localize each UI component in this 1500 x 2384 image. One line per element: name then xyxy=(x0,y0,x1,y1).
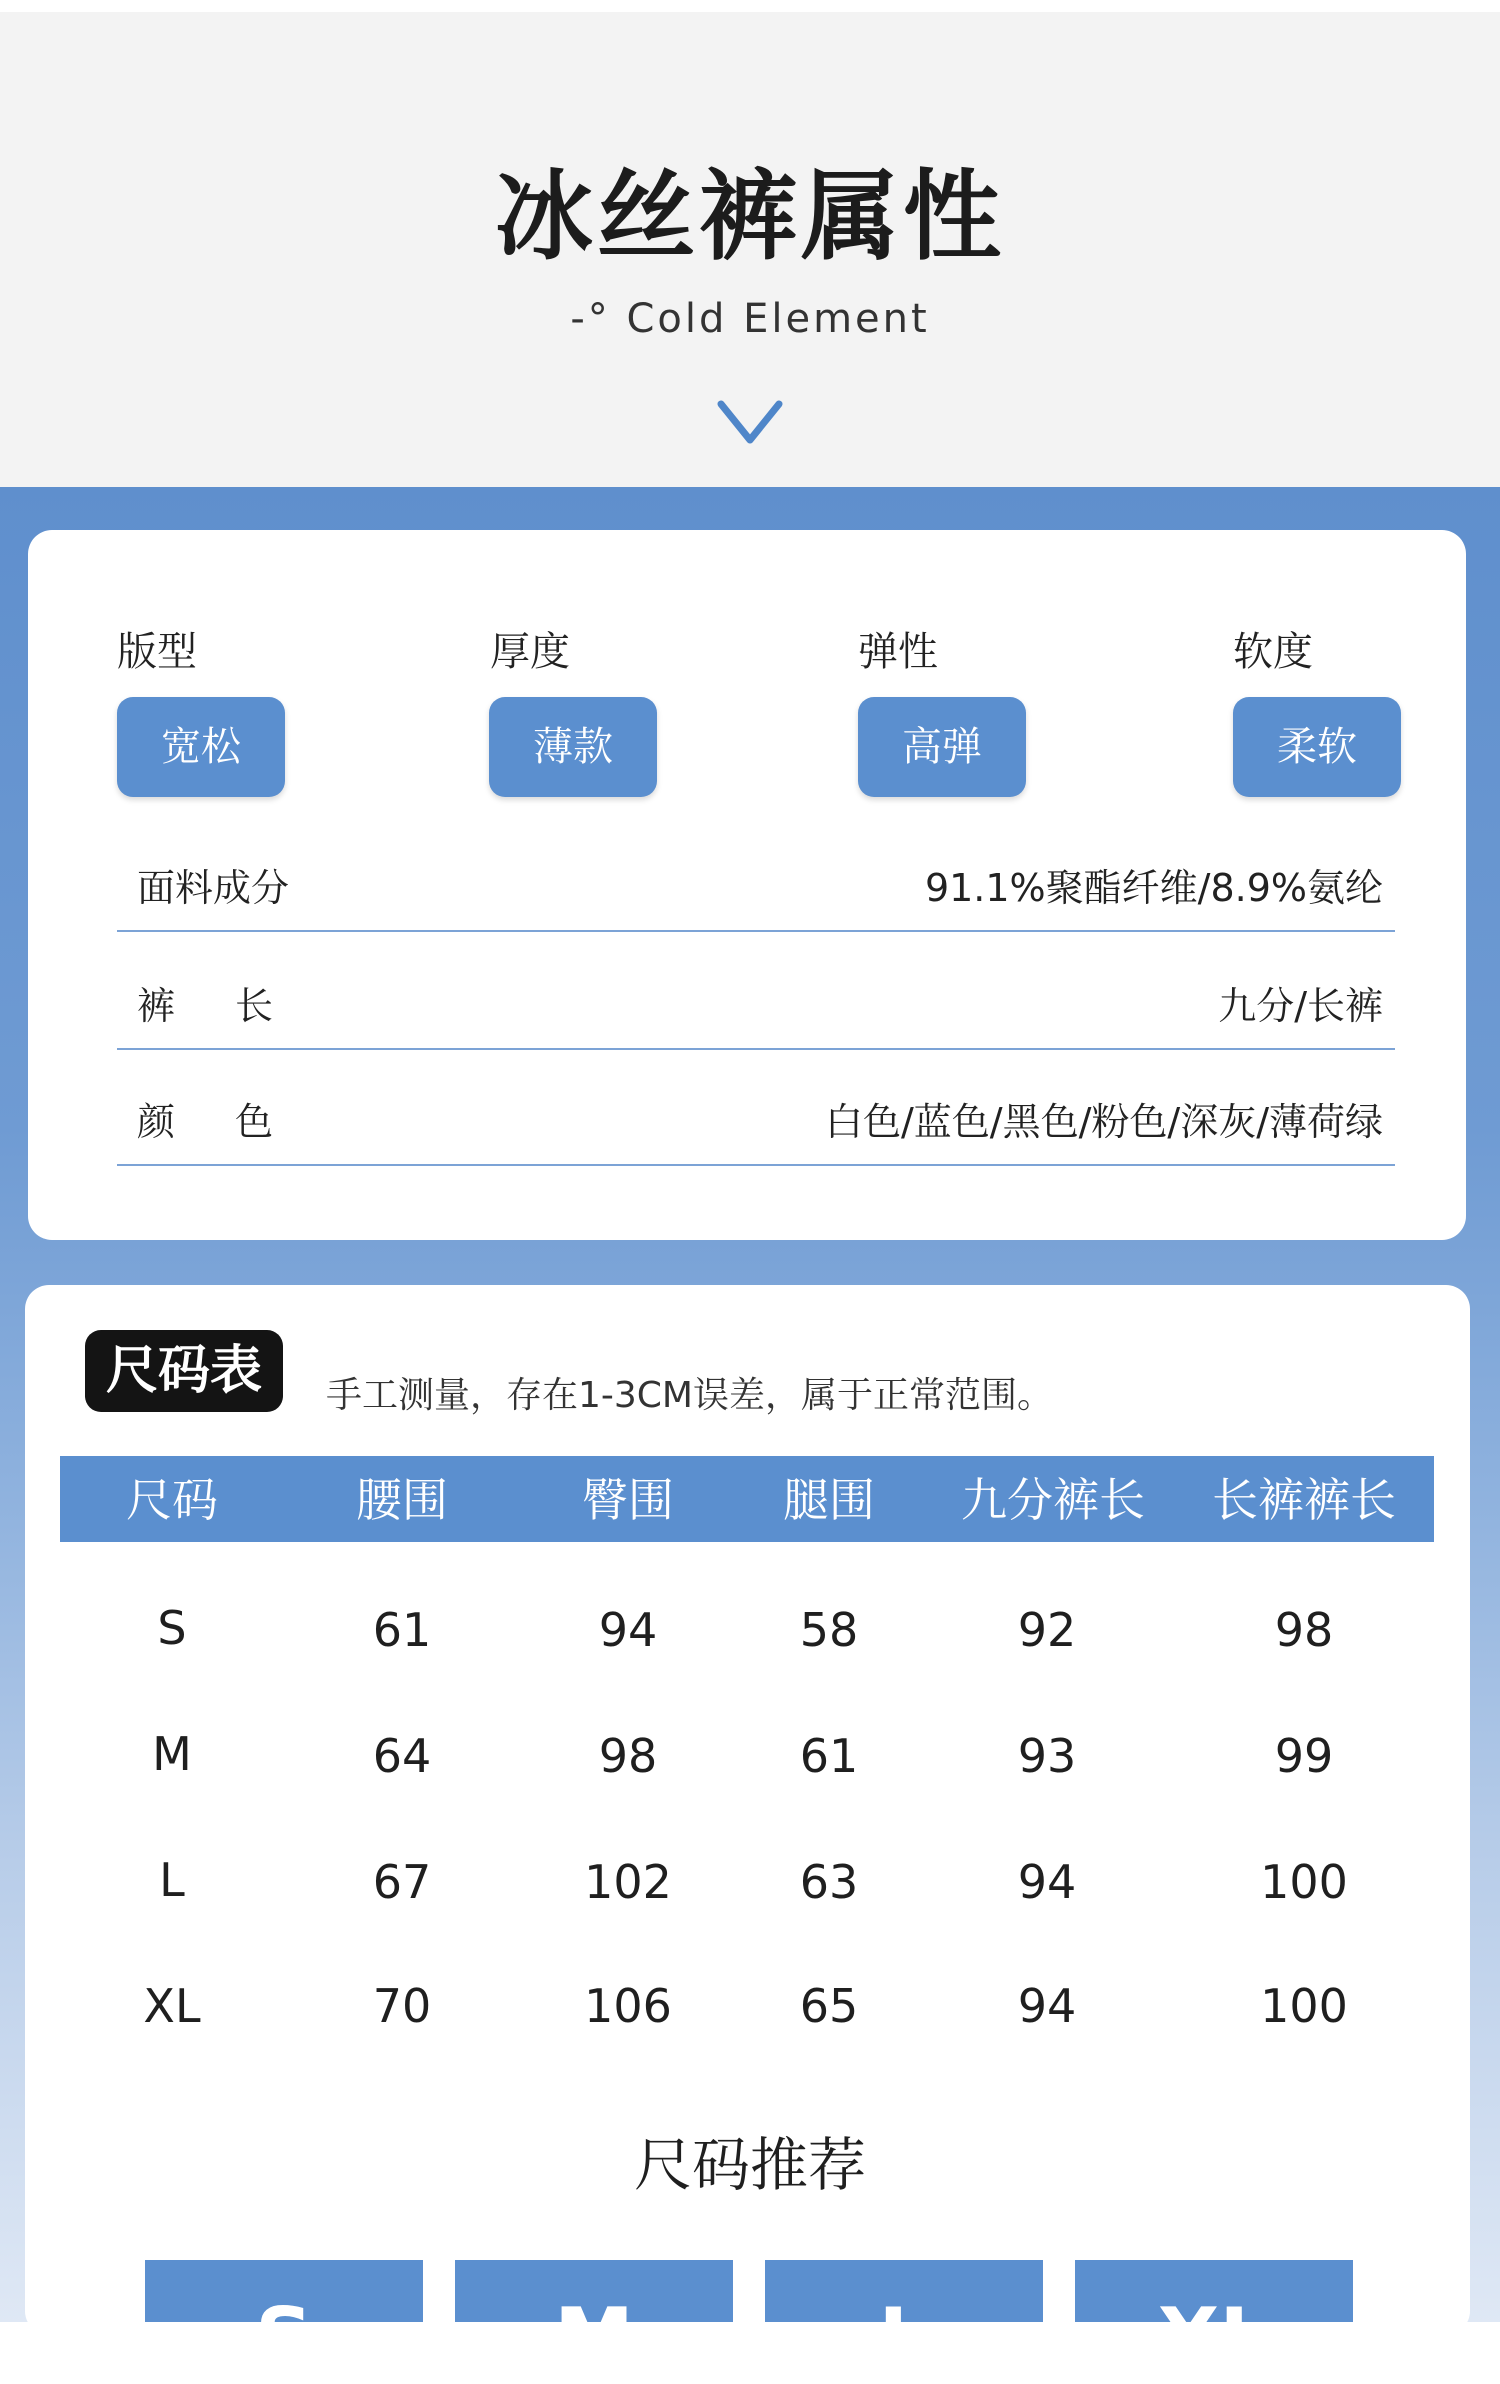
info-row-length xyxy=(117,932,1395,1050)
recommend-tile-label: XL xyxy=(1157,2291,1271,2384)
info-label: 颜色 xyxy=(137,1100,334,1144)
table-header-cell: 臀围 xyxy=(582,1473,674,1527)
size-recommendation-title: 尺码推荐 xyxy=(633,2131,866,2199)
table-cell: 64 xyxy=(372,1729,432,1783)
table-cell: 94 xyxy=(598,1603,658,1657)
info-value: 91.1%聚酯纤维/8.9%氨纶 xyxy=(924,866,1383,910)
size-chart-note: 手工测量，存在1-3CM误差，属于正常范围。 xyxy=(326,1375,1053,1416)
table-cell: S xyxy=(157,1601,187,1655)
chevron-down-icon xyxy=(716,398,784,448)
page-title: 冰丝裤属性 xyxy=(494,160,1005,274)
table-cell: 58 xyxy=(799,1603,859,1657)
table-cell: 93 xyxy=(1017,1729,1077,1783)
top-strip xyxy=(0,0,1500,12)
attr-label-elasticity: 弹性 xyxy=(858,629,938,675)
info-value: 白色/蓝色/黑色/粉色/深灰/薄荷绿 xyxy=(824,1100,1383,1144)
info-row-colors xyxy=(117,1048,1395,1166)
size-chart-badge: 尺码表 xyxy=(85,1330,283,1412)
table-header-cell: 腿围 xyxy=(783,1473,875,1527)
table-cell: 100 xyxy=(1260,1855,1348,1909)
table-cell: 65 xyxy=(799,1979,859,2033)
table-cell: 98 xyxy=(598,1729,658,1783)
info-value: 九分/长裤 xyxy=(1218,984,1383,1028)
recommend-tile-l xyxy=(765,2260,1043,2384)
attr-pill-softness: 柔软 xyxy=(1233,697,1401,797)
table-cell: 100 xyxy=(1260,1979,1348,2033)
info-row-fabric xyxy=(117,814,1395,932)
recommend-tile-label: L xyxy=(878,2291,930,2384)
table-cell: M xyxy=(152,1727,192,1781)
table-cell: 70 xyxy=(372,1979,432,2033)
attr-label-softness: 软度 xyxy=(1233,629,1313,675)
info-label: 面料成分 xyxy=(137,866,290,910)
table-cell: 98 xyxy=(1274,1603,1334,1657)
attr-label-thickness: 厚度 xyxy=(490,629,570,675)
attr-pill-elasticity: 高弹 xyxy=(858,697,1026,797)
table-header-cell: 尺码 xyxy=(126,1473,218,1527)
attr-label-fit: 版型 xyxy=(117,629,197,675)
table-header-cell: 长裤裤长 xyxy=(1212,1473,1396,1527)
table-cell: 67 xyxy=(372,1855,432,1909)
attr-pill-fit: 宽松 xyxy=(117,697,285,797)
recommend-tile-s xyxy=(145,2260,423,2384)
table-cell: 61 xyxy=(372,1603,432,1657)
attr-pill-thickness: 薄款 xyxy=(489,697,657,797)
recommend-tile-xl xyxy=(1075,2260,1353,2384)
recommend-tile-label: S xyxy=(255,2291,313,2384)
table-cell: 99 xyxy=(1274,1729,1334,1783)
table-cell: 94 xyxy=(1017,1979,1077,2033)
table-cell: XL xyxy=(143,1979,201,2033)
table-cell: 92 xyxy=(1017,1603,1077,1657)
page-subtitle: -° Cold Element xyxy=(570,296,930,342)
table-cell: 102 xyxy=(584,1855,672,1909)
table-cell: 94 xyxy=(1017,1855,1077,1909)
recommend-tile-label: M xyxy=(554,2291,634,2384)
info-label: 裤长 xyxy=(137,984,334,1028)
table-header-cell: 九分裤长 xyxy=(961,1473,1145,1527)
table-cell: 63 xyxy=(799,1855,859,1909)
table-header-cell: 腰围 xyxy=(356,1473,448,1527)
table-cell: L xyxy=(159,1853,185,1907)
table-cell: 61 xyxy=(799,1729,859,1783)
recommend-tile-m xyxy=(455,2260,733,2384)
table-cell: 106 xyxy=(584,1979,672,2033)
